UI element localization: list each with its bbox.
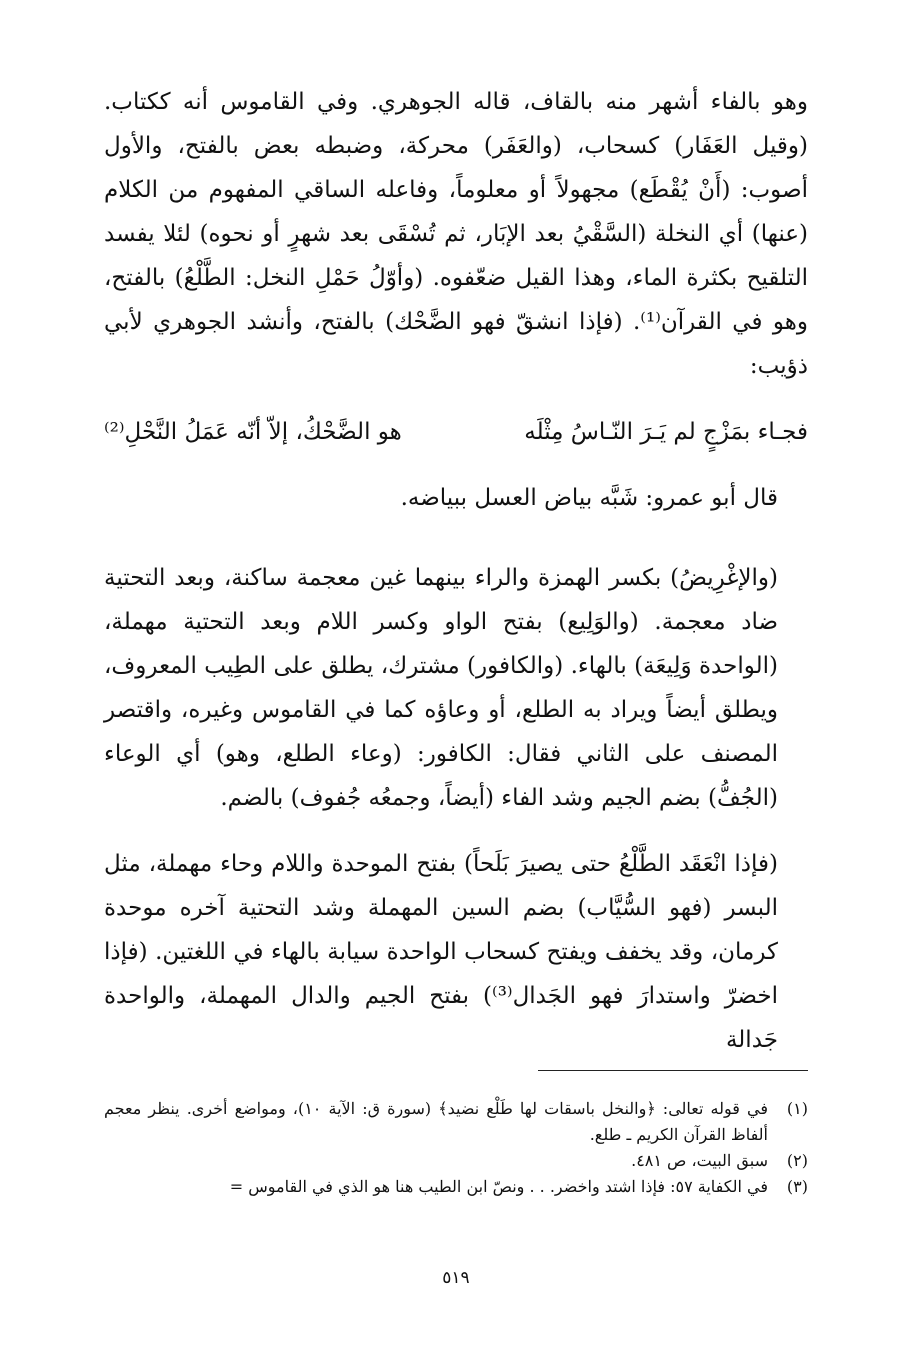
footnote-divider: [538, 1070, 808, 1071]
footnote-3: [104, 1174, 808, 1200]
main-text-body: [104, 80, 808, 1062]
footnote-number: (١): [786, 1099, 808, 1118]
footnote-number: (٢): [786, 1151, 808, 1170]
page-number: ٥١٩: [442, 1268, 470, 1288]
verse-first-hemistich: فجـاء بمَزْجٍ لم يَـرَ النّـاسُ مِثْلَه: [524, 419, 808, 445]
footnote-number: (٣): [786, 1177, 808, 1196]
paragraph-2: قال أبو عمرو: شَبَّه بياض العسل ببياضه.: [400, 485, 778, 511]
footnote-1: [104, 1096, 808, 1148]
footnote-text: سبق البيت، ص ٤٨١.: [631, 1151, 768, 1170]
document-page: [104, 80, 808, 1310]
poetry-verse: [104, 410, 808, 454]
paragraph-4: (فإذا انْعَقَد الطَّلْعُ حتى يصيرَ بَلَحاً) بفتح الموحدة واللام وحاء مهملة، مثل البسر (فهو السُّيَّاب) بضم السين المهملة وشد التحتية آخره موحدة كرمان، وقد يخفف ويفتح كسحاب الواحدة سيابة بالهاء في اللغتين. (فإذا اخضرّ واستدارَ فهو الجَدال⁽³⁾) بفتح الجيم والدال المهملة، والواحدة جَدالة: [104, 851, 778, 1053]
paragraph-3: (والإغْرِيضُ) بكسر الهمزة والراء بينهما غين معجمة ساكنة، وبعد التحتية ضاد معجمة. (والوَلِيع) بفتح الواو وكسر اللام وبعد التحتية مهملة، (الواحدة وَلِيعَة) بالهاء. (والكافور) مشترك، يطلق على الطِيب المعروف، ويطلق أيضاً ويراد به الطلع، أو وعاؤه كما في القاموس وغيره، واقتصر المصنف على الثاني فقال: الكافور: (وعاء الطلع، وهو) أي الوعاء (الجُفُّ) بضم الجيم وشد الفاء (أيضاً، وجمعُه جُفوف) بالضم.: [104, 565, 778, 811]
paragraph-1: وهو بالفاء أشهر منه بالقاف، قاله الجوهري. وفي القاموس أنه ككتاب. (وقيل العَفَار) كسحاب، (والعَفَر) محركة، وضبطه بعض بالفتح، والأول أصوب: (أَنْ يُقْطَع) مجهولاً أو معلوماً، وفاعله الساقي المفهوم من الكلام (عنها) أي النخلة (السَّقْيُ بعد الإبَار، ثم تُسْقَى بعد شهرٍ أو نحوه) لئلا يفسد التلقيح بكثرة الماء، وهذا القيل ضعّفوه. (وأوّلُ حَمْلِ النخل: الطَّلْعُ) بالفتح، وهو في القرآن⁽¹⁾. (فإذا انشقّ فهو الضَّحْك) بالفتح، وأنشد الجوهري لأبي ذؤيب:: [104, 89, 808, 379]
verse-second-hemistich: هو الضَّحْكُ، إلاّ أنّه عَمَلُ النَّحْلِ⁽²⁾: [104, 419, 402, 445]
footnote-2: [104, 1148, 808, 1174]
footnote-text: في الكفاية ٥٧: فإذا اشتد واخضر. . . ونصّ ابن الطيب هنا هو الذي في القاموس =: [229, 1177, 768, 1196]
footnote-text: في قوله تعالى: ﴿والنخل باسقات لها طَلْع نضيد﴾ (سورة ق: الآية ١٠)، ومواضع أخرى. ينظر معجم ألفاظ القرآن الكريم ـ طلع.: [104, 1099, 768, 1144]
footnotes-section: [104, 1096, 808, 1200]
